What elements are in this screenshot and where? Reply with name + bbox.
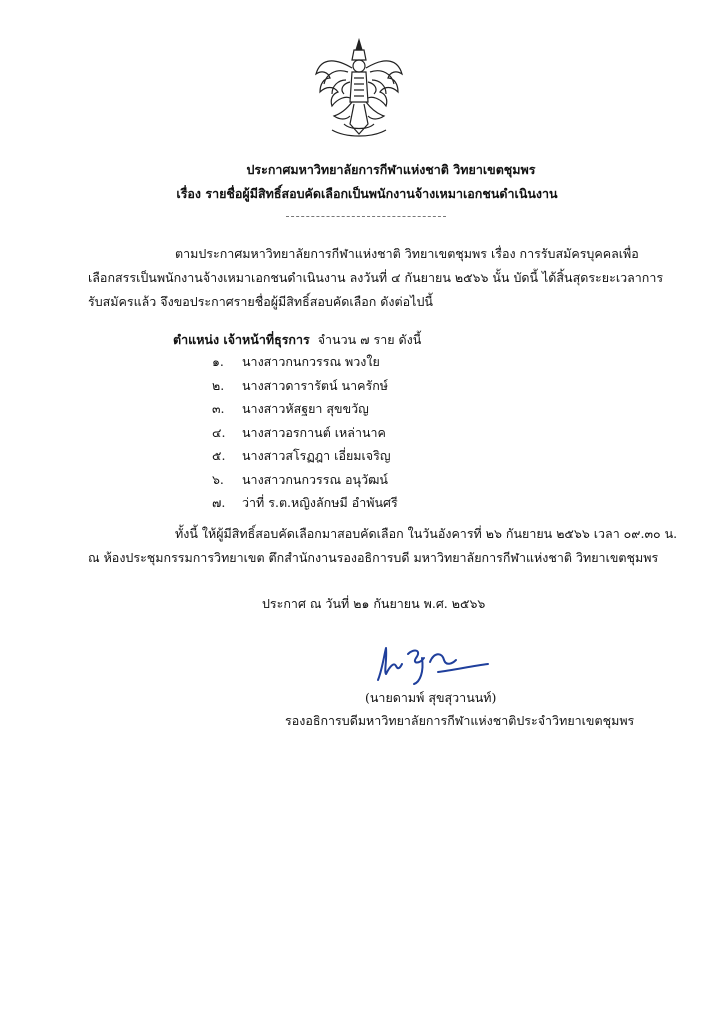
list-item-number: ๖. [212,471,224,487]
intro-line-2: เลือกสรรเป็นพนักงานจ้างเหมาเอกชนดำเนินงาน ลงวันที่ ๔ กันยายน ๒๕๖๖ นั้น บัดนี้ ได้สิ้นสุดระยะเวลาการ [88,270,664,285]
list-item-name: ว่าที่ ร.ต.หญิงลักษมี อำพันศรี [242,495,398,510]
list-item [212,374,398,398]
list-item-name: นางสาวดารารัตน์ นาครักษ์ [242,377,389,393]
position-label: ตำแหน่ง เจ้าหน้าที่ธุรการ [173,332,310,347]
signatory-title: รองอธิการบดีมหาวิทยาลัยการกีฬาแห่งชาติประจำวิทยาเขตชุมพร [285,713,635,728]
title-divider [286,216,446,217]
exam-line-2: ณ ห้องประชุมกรรมการวิทยาเขต ตึกสำนักงานรองอธิการบดี มหาวิทยาลัยการกีฬาแห่งชาติ วิทยาเขตชุมพร [88,550,659,565]
list-item [212,350,398,374]
list-item-name: นางสาวกนกวรรณ พวงใย [242,354,380,369]
list-item [212,444,398,468]
intro-line-3: รับสมัครแล้ว จึงขอประกาศรายชื่อผู้มีสิทธิ์สอบคัดเลือก ดังต่อไปนี้ [88,294,433,309]
signatory-name: (นายดามพ์ สุขสุวานนท์) [365,690,497,705]
position-heading [173,330,421,350]
position-count: จำนวน ๗ ราย ดังนี้ [317,332,422,347]
list-item-name: นางสาวอรกานต์ เหล่านาค [242,424,386,440]
list-item-name: นางสาวกนกวรรณ อนุวัฒน์ [242,471,388,487]
list-item-name: นางสาวสโรฏฎา เอี่ยมเจริญ [242,448,391,463]
list-item [212,468,398,492]
list-item-number: ๓. [212,401,225,416]
garuda-emblem-icon [312,38,406,140]
list-item-number: ๑. [212,354,224,369]
exam-line-1: ทั้งนี้ ให้ผู้มีสิทธิ์สอบคัดเลือกมาสอบคัดเลือก ในวันอังคารที่ ๒๖ กันยายน ๒๕๖๖ เวลา ๐๙.๓๐ น. [175,526,678,541]
announce-date: ประกาศ ณ วันที่ ๒๑ กันยายน พ.ศ. ๒๕๖๖ [262,596,486,611]
candidate-list [212,350,398,515]
list-item-number: ๔. [212,424,226,440]
document-title: ประกาศมหาวิทยาลัยการกีฬาแห่งชาติ วิทยาเขตชุมพร [246,162,536,177]
list-item-number: ๒. [212,377,225,393]
list-item [212,421,398,445]
list-item-number: ๗. [212,495,226,510]
list-item-number: ๕. [212,448,226,463]
document-subject: เรื่อง รายชื่อผู้มีสิทธิ์สอบคัดเลือกเป็นพนักงานจ้างเหมาเอกชนดำเนินงาน [176,186,558,201]
handwritten-signature-icon [372,642,492,687]
list-item-name: นางสาวหัสฐยา สุขขวัญ [242,401,369,416]
intro-line-1: ตามประกาศมหาวิทยาลัยการกีฬาแห่งชาติ วิทยาเขตชุมพร เรื่อง การรับสมัครบุคคลเพื่อ [175,246,639,261]
list-item [212,491,398,515]
list-item [212,397,398,421]
